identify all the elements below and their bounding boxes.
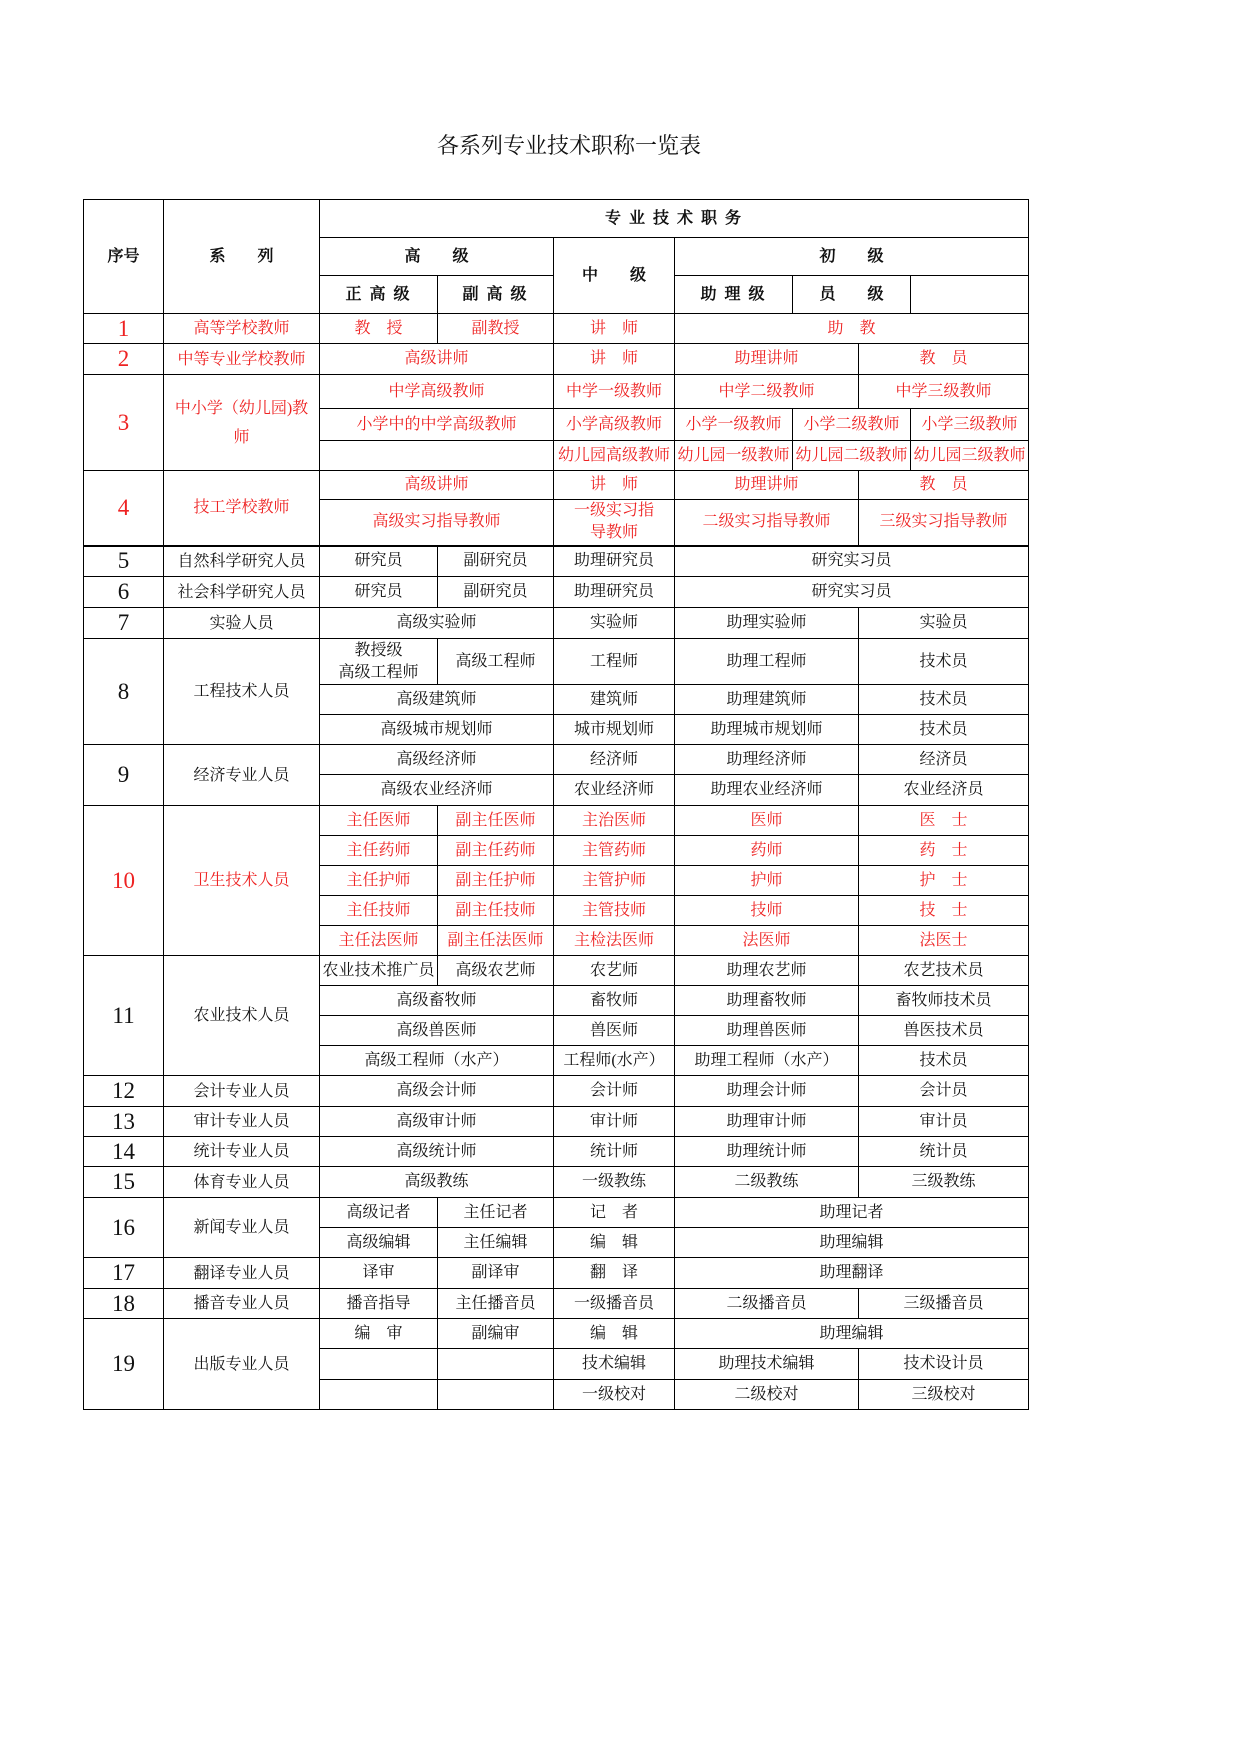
title-cell: 高级编辑 [320, 1228, 438, 1258]
title-cell: 二级播音员 [675, 1289, 859, 1319]
row-number: 2 [84, 344, 164, 375]
series-name: 工程技术人员 [164, 639, 320, 745]
title-cell: 农业技术推广员 [320, 956, 438, 986]
row-number: 1 [84, 314, 164, 344]
title-cell: 助理研究员 [554, 577, 675, 608]
title-cell: 工程师 [554, 639, 675, 685]
table-body [84, 314, 1029, 1410]
title-cell: 高级实习指导教师 [320, 500, 554, 546]
title-cell: 助 教 [675, 314, 1029, 344]
title-cell: 中学三级教师 [859, 375, 1029, 409]
title-cell: 翻 译 [554, 1258, 675, 1289]
series-name: 会计专业人员 [164, 1076, 320, 1107]
empty-cell [320, 1349, 438, 1380]
title-cell: 审计员 [859, 1107, 1029, 1137]
header-junior: 初 级 [675, 238, 1029, 276]
title-cell: 教授级 高级工程师 [320, 639, 438, 685]
title-cell: 二级教练 [675, 1167, 859, 1198]
title-cell: 农业经济员 [859, 775, 1029, 806]
title-cell: 副研究员 [438, 546, 554, 577]
title-cell: 助理讲师 [675, 344, 859, 375]
title-cell: 主任记者 [438, 1198, 554, 1228]
title-cell: 编 辑 [554, 1319, 675, 1349]
row-number: 18 [84, 1289, 164, 1319]
title-cell: 助理统计师 [675, 1137, 859, 1167]
title-cell: 中学一级教师 [554, 375, 675, 409]
series-name: 体育专业人员 [164, 1167, 320, 1198]
title-cell: 助理工程师（水产） [675, 1046, 859, 1076]
title-cell: 三级实习指导教师 [859, 500, 1029, 546]
title-cell: 小学二级教师 [793, 409, 911, 441]
title-cell: 中学二级教师 [675, 375, 859, 409]
title-cell: 二级校对 [675, 1380, 859, 1410]
title-cell: 副教授 [438, 314, 554, 344]
title-cell: 药师 [675, 836, 859, 866]
title-cell: 研究实习员 [675, 546, 1029, 577]
title-cell: 助理研究员 [554, 546, 675, 577]
row-number: 5 [84, 546, 164, 577]
header-staff: 员 级 [793, 276, 911, 314]
series-name: 统计专业人员 [164, 1137, 320, 1167]
title-cell: 审计师 [554, 1107, 675, 1137]
series-name: 翻译专业人员 [164, 1258, 320, 1289]
title-cell: 助理农艺师 [675, 956, 859, 986]
title-cell: 助理审计师 [675, 1107, 859, 1137]
title-cell: 幼儿园三级教师 [911, 441, 1029, 471]
table-row [84, 1289, 1029, 1319]
title-cell: 高级统计师 [320, 1137, 554, 1167]
title-cell: 主任护师 [320, 866, 438, 896]
title-cell: 畜牧师技术员 [859, 986, 1029, 1016]
title-cell: 高级农艺师 [438, 956, 554, 986]
series-name: 自然科学研究人员 [164, 546, 320, 577]
title-cell: 助理翻译 [675, 1258, 1029, 1289]
title-cell: 技术设计员 [859, 1349, 1029, 1380]
title-cell: 一级校对 [554, 1380, 675, 1410]
table-row [84, 1137, 1029, 1167]
title-cell: 助理兽医师 [675, 1016, 859, 1046]
title-cell: 城市规划师 [554, 715, 675, 745]
table-row [84, 806, 1029, 836]
table-row [84, 375, 1029, 409]
series-name: 社会科学研究人员 [164, 577, 320, 608]
header-assistant: 助 理 级 [675, 276, 793, 314]
row-number: 16 [84, 1198, 164, 1258]
row-number: 17 [84, 1258, 164, 1289]
title-cell: 讲 师 [554, 471, 675, 500]
title-cell: 高级审计师 [320, 1107, 554, 1137]
header-number: 序号 [84, 200, 164, 314]
title-cell: 高级工程师 [438, 639, 554, 685]
title-cell: 助理畜牧师 [675, 986, 859, 1016]
row-number: 6 [84, 577, 164, 608]
title-cell: 药 士 [859, 836, 1029, 866]
title-cell: 编 辑 [554, 1228, 675, 1258]
title-cell: 记 者 [554, 1198, 675, 1228]
title-cell: 助理建筑师 [675, 685, 859, 715]
title-cell: 助理编辑 [675, 1228, 1029, 1258]
series-name: 中小学（幼儿园)教 师 [164, 375, 320, 471]
series-name: 农业技术人员 [164, 956, 320, 1076]
title-cell: 一级播音员 [554, 1289, 675, 1319]
title-cell: 中学高级教师 [320, 375, 554, 409]
title-cell: 幼儿园高级教师 [554, 441, 675, 471]
title-cell: 法医师 [675, 926, 859, 956]
title-cell: 助理农业经济师 [675, 775, 859, 806]
title-cell: 主管护师 [554, 866, 675, 896]
title-cell: 主任药师 [320, 836, 438, 866]
row-number: 14 [84, 1137, 164, 1167]
title-cell: 技术员 [859, 1046, 1029, 1076]
header-senior: 高 级 [320, 238, 554, 276]
row-number: 9 [84, 745, 164, 806]
title-cell: 助理经济师 [675, 745, 859, 775]
title-cell: 农业经济师 [554, 775, 675, 806]
title-cell: 高级工程师（水产） [320, 1046, 554, 1076]
table-row [84, 1076, 1029, 1107]
title-cell: 技术员 [859, 639, 1029, 685]
title-cell: 副主任药师 [438, 836, 554, 866]
title-cell: 助理实验师 [675, 608, 859, 639]
table-row [84, 1319, 1029, 1349]
title-cell: 副编审 [438, 1319, 554, 1349]
empty-cell [438, 1349, 554, 1380]
header-duty: 专 业 技 术 职 务 [320, 200, 1029, 238]
table-row [84, 471, 1029, 500]
title-cell: 三级教练 [859, 1167, 1029, 1198]
title-cell: 一级实习指 导教师 [554, 500, 675, 546]
title-cell: 教 员 [859, 471, 1029, 500]
title-cell: 助理记者 [675, 1198, 1029, 1228]
table-row [84, 1107, 1029, 1137]
title-cell: 主任医师 [320, 806, 438, 836]
title-cell: 三级播音员 [859, 1289, 1029, 1319]
table-row [84, 1167, 1029, 1198]
page-title: 各系列专业技术职称一览表 [436, 133, 701, 158]
title-cell: 副主任护师 [438, 866, 554, 896]
series-name: 新闻专业人员 [164, 1198, 320, 1258]
title-cell: 技术员 [859, 685, 1029, 715]
title-cell: 助理工程师 [675, 639, 859, 685]
title-cell: 助理编辑 [675, 1319, 1029, 1349]
title-cell: 高级记者 [320, 1198, 438, 1228]
header-full-senior: 正 高 级 [320, 276, 438, 314]
title-cell: 小学高级教师 [554, 409, 675, 441]
row-number: 4 [84, 471, 164, 546]
title-cell: 教 员 [859, 344, 1029, 375]
header-row [84, 200, 1029, 238]
table-row [84, 344, 1029, 375]
table-row [84, 608, 1029, 639]
title-cell: 医师 [675, 806, 859, 836]
title-cell: 主治医师 [554, 806, 675, 836]
title-cell: 实验师 [554, 608, 675, 639]
title-cell: 讲 师 [554, 344, 675, 375]
title-cell: 主任播音员 [438, 1289, 554, 1319]
title-cell: 小学一级教师 [675, 409, 793, 441]
title-cell: 副译审 [438, 1258, 554, 1289]
series-name: 经济专业人员 [164, 745, 320, 806]
title-cell: 小学三级教师 [911, 409, 1029, 441]
title-cell: 会计师 [554, 1076, 675, 1107]
title-cell: 一级教练 [554, 1167, 675, 1198]
title-cell: 高级兽医师 [320, 1016, 554, 1046]
table-row [84, 577, 1029, 608]
title-cell: 副主任医师 [438, 806, 554, 836]
title-cell: 实验员 [859, 608, 1029, 639]
professional-titles-table [83, 199, 1029, 1410]
series-name: 播音专业人员 [164, 1289, 320, 1319]
empty-cell [438, 1380, 554, 1410]
title-cell: 农艺师 [554, 956, 675, 986]
row-number: 12 [84, 1076, 164, 1107]
title-cell: 技 士 [859, 896, 1029, 926]
empty-cell [320, 441, 554, 471]
title-cell: 高级经济师 [320, 745, 554, 775]
series-name: 出版专业人员 [164, 1319, 320, 1410]
title-cell: 副研究员 [438, 577, 554, 608]
title-cell: 研究员 [320, 577, 438, 608]
table-row [84, 546, 1029, 577]
title-cell: 统计员 [859, 1137, 1029, 1167]
title-cell: 高级讲师 [320, 344, 554, 375]
table-row [84, 639, 1029, 685]
title-cell: 农艺技术员 [859, 956, 1029, 986]
title-cell: 技术员 [859, 715, 1029, 745]
title-cell: 教 授 [320, 314, 438, 344]
title-cell: 播音指导 [320, 1289, 438, 1319]
title-cell: 法医士 [859, 926, 1029, 956]
title-cell: 高级教练 [320, 1167, 554, 1198]
row-number: 11 [84, 956, 164, 1076]
row-number: 3 [84, 375, 164, 471]
title-cell: 高级畜牧师 [320, 986, 554, 1016]
title-cell: 二级实习指导教师 [675, 500, 859, 546]
title-cell: 幼儿园二级教师 [793, 441, 911, 471]
series-name: 审计专业人员 [164, 1107, 320, 1137]
header-series: 系 列 [164, 200, 320, 314]
row-number: 15 [84, 1167, 164, 1198]
table-row [84, 314, 1029, 344]
title-cell: 主任编辑 [438, 1228, 554, 1258]
title-cell: 高级建筑师 [320, 685, 554, 715]
title-cell: 高级讲师 [320, 471, 554, 500]
title-cell: 护师 [675, 866, 859, 896]
table-row [84, 956, 1029, 986]
title-cell: 主检法医师 [554, 926, 675, 956]
title-cell: 技师 [675, 896, 859, 926]
title-cell: 副主任技师 [438, 896, 554, 926]
title-cell: 经济师 [554, 745, 675, 775]
title-cell: 会计员 [859, 1076, 1029, 1107]
row-number: 7 [84, 608, 164, 639]
title-cell: 兽医技术员 [859, 1016, 1029, 1046]
title-cell: 主管技师 [554, 896, 675, 926]
row-number: 13 [84, 1107, 164, 1137]
header-deputy-senior: 副 高 级 [438, 276, 554, 314]
title-cell: 建筑师 [554, 685, 675, 715]
title-cell: 主任技师 [320, 896, 438, 926]
title-cell: 医 士 [859, 806, 1029, 836]
title-cell: 助理会计师 [675, 1076, 859, 1107]
title-cell: 高级会计师 [320, 1076, 554, 1107]
title-cell: 编 审 [320, 1319, 438, 1349]
title-cell: 畜牧师 [554, 986, 675, 1016]
title-cell: 统计师 [554, 1137, 675, 1167]
header-empty-cell [911, 276, 1029, 314]
table-header [84, 200, 1029, 314]
title-cell: 兽医师 [554, 1016, 675, 1046]
row-number: 8 [84, 639, 164, 745]
table-row [84, 745, 1029, 775]
row-number: 19 [84, 1319, 164, 1410]
series-name: 高等学校教师 [164, 314, 320, 344]
series-name: 中等专业学校教师 [164, 344, 320, 375]
header-intermediate: 中 级 [554, 238, 675, 314]
title-cell: 小学中的中学高级教师 [320, 409, 554, 441]
empty-cell [320, 1380, 438, 1410]
title-cell: 副主任法医师 [438, 926, 554, 956]
table-row [84, 1198, 1029, 1228]
title-cell: 主任法医师 [320, 926, 438, 956]
title-cell: 技术编辑 [554, 1349, 675, 1380]
title-cell: 助理讲师 [675, 471, 859, 500]
title-cell: 工程师(水产） [554, 1046, 675, 1076]
title-cell: 讲 师 [554, 314, 675, 344]
title-cell: 主管药师 [554, 836, 675, 866]
title-cell: 研究实习员 [675, 577, 1029, 608]
table-row [84, 1258, 1029, 1289]
row-number: 10 [84, 806, 164, 956]
title-cell: 助理城市规划师 [675, 715, 859, 745]
title-cell: 三级校对 [859, 1380, 1029, 1410]
series-name: 实验人员 [164, 608, 320, 639]
title-cell: 高级农业经济师 [320, 775, 554, 806]
title-cell: 高级实验师 [320, 608, 554, 639]
title-cell: 研究员 [320, 546, 438, 577]
series-name: 技工学校教师 [164, 471, 320, 546]
title-cell: 幼儿园一级教师 [675, 441, 793, 471]
title-cell: 高级城市规划师 [320, 715, 554, 745]
title-cell: 译审 [320, 1258, 438, 1289]
series-name: 卫生技术人员 [164, 806, 320, 956]
title-cell: 助理技术编辑 [675, 1349, 859, 1380]
title-cell: 护 士 [859, 866, 1029, 896]
title-cell: 经济员 [859, 745, 1029, 775]
